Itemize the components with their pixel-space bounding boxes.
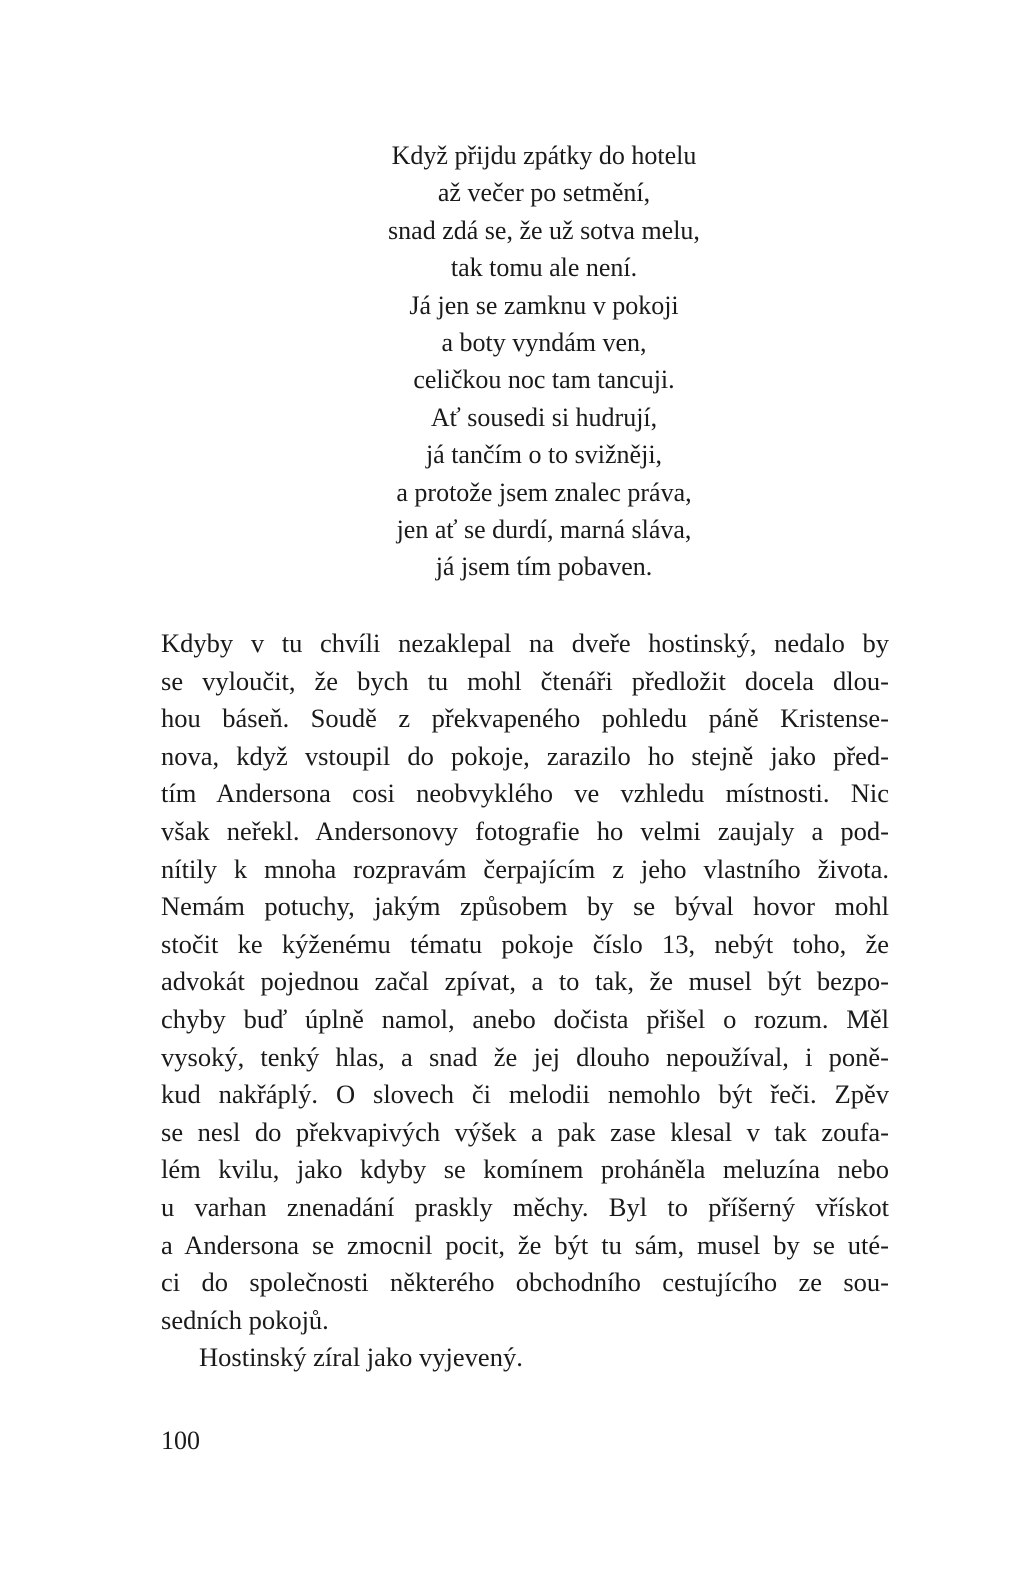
- text-line: ci do společnosti některého obchodního cestujícího ze sou-: [161, 1267, 889, 1298]
- poem-line: tak tomu ale není.: [450, 253, 638, 283]
- text-line: Nemám potuchy, jakým způsobem by se býval hovor mohl: [161, 891, 889, 922]
- poem-line: až večer po setmění,: [437, 178, 651, 208]
- text-line: se nesl do překvapivých výšek a pak zase klesal v tak zoufa-: [161, 1116, 889, 1147]
- text-line: nítily k mnoha rozpravám čerpajícím z jeho vlastního života.: [161, 853, 889, 884]
- text-line: Kdyby v tu chvíli nezaklepal na dveře hostinský, nedalo by: [161, 628, 889, 658]
- prose-body: [161, 625, 889, 1377]
- text-line: nova, když vstoupil do pokoje, zarazilo ho stejně jako před-: [161, 740, 889, 771]
- text-line: a Andersona se zmocnil pocit, že být tu sám, musel by se uté-: [161, 1229, 889, 1260]
- page-number: 100: [161, 1426, 200, 1455]
- text-line: advokát pojednou začal zpívat, a to tak, že musel být bezpo-: [161, 966, 889, 997]
- text-line: však neřekl. Andersonovy fotografie ho velmi zaujaly a pod-: [161, 815, 889, 846]
- poem-line: já jsem tím pobaven.: [435, 552, 653, 582]
- poem-line: Ať sousedi si hudrují,: [430, 402, 658, 432]
- text-line: chyby buď úplně namol, anebo dočista přišel o rozum. Měl: [161, 1003, 889, 1034]
- text-line: lém kvilu, jako kdyby se komínem proháněla meluzína nebo: [161, 1154, 889, 1185]
- poem-line: a boty vyndám ven,: [441, 328, 647, 358]
- poem-line: já tančím o to svižněji,: [425, 440, 663, 470]
- text-line: hou báseň. Soudě z překvapeného pohledu páně Kristense-: [161, 703, 889, 734]
- text-line: u varhan znenadání praskly měchy. Byl to příšerný vřískot: [161, 1191, 889, 1222]
- poem-line: Já jen se zamknu v pokoji: [409, 290, 679, 320]
- text-line: tím Andersona cosi neobvyklého ve vzhledu místnosti. Nic: [161, 778, 889, 809]
- paragraph: [161, 625, 889, 1339]
- poem-stanza: [0, 137, 1031, 586]
- poem-line: Když přijdu zpátky do hotelu: [391, 141, 697, 170]
- text-line: se vyloučit, že bych tu mohl čtenáři předložit docela dlou-: [161, 665, 889, 696]
- poem-line: snad zdá se, že už sotva melu,: [388, 215, 700, 245]
- paragraph: [161, 1339, 889, 1377]
- text-line: Hostinský zíral jako vyjevený.: [199, 1342, 523, 1373]
- text-line: vysoký, tenký hlas, a snad že jej dlouho nepoužíval, i poně-: [161, 1041, 889, 1072]
- poem-line: jen ať se durdí, marná sláva,: [396, 515, 692, 545]
- poem-line: a protože jsem znalec práva,: [396, 477, 692, 507]
- text-line: stočit ke kýženému tématu pokoje číslo 13, nebýt toho, že: [161, 928, 889, 959]
- text-line: kud nakřáplý. O slovech či melodii nemohlo být řeči. Zpěv: [161, 1079, 889, 1110]
- text-line: sedních pokojů.: [161, 1304, 329, 1335]
- poem-line: celičkou noc tam tancuji.: [413, 365, 675, 395]
